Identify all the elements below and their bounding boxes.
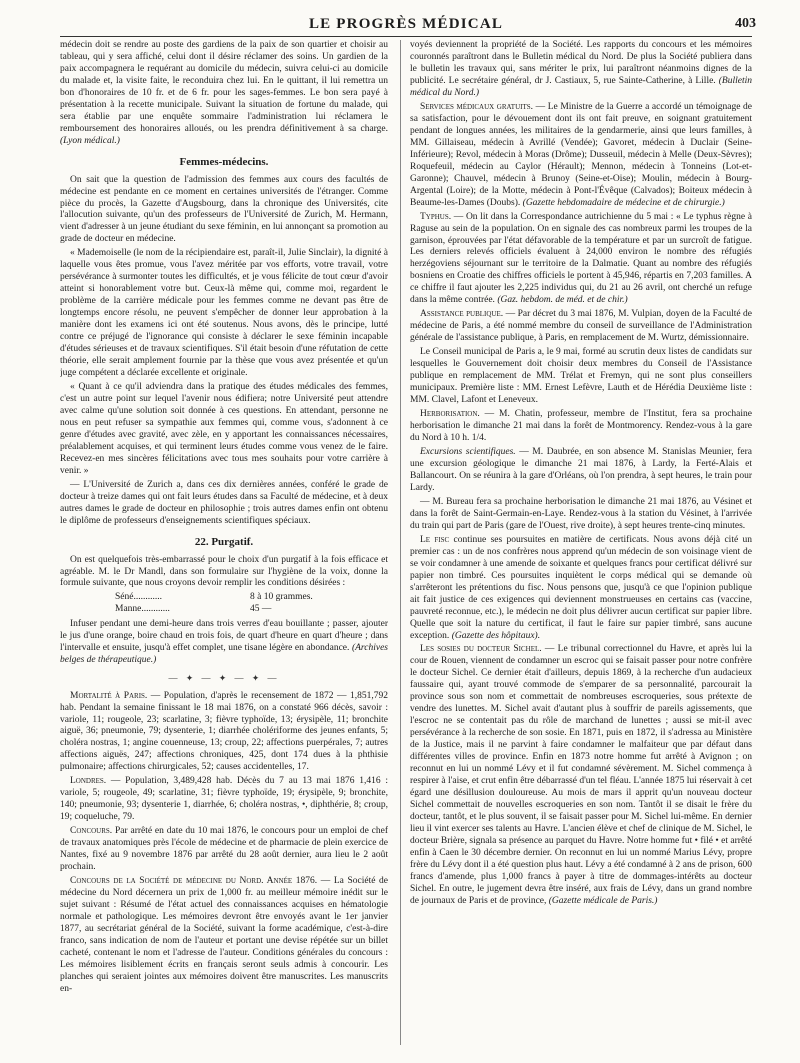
recipe-ingredient: Séné............ xyxy=(115,592,162,603)
paragraph: Le Conseil municipal de Paris a, le 9 mai, formé au scrutin deux listes de candidats sur lesquelles le Gouvernement doit choisir deux membres du Conseil de l'Assistance publique en remplacement de MM. Trélat et Fremyn, qui ne sont plus conseillers municipaux. Première liste : MM. Ernest Lefèvre, Lauth et de Hérédia Deuxième liste : MM. Clavel, Lafont et Leneveux. xyxy=(410,347,752,406)
paragraph-text: — Par décret du 3 mai 1876, M. Vulpian, doyen de la Faculté de médecine de Paris, a été nommé membre du conseil de surveillance de l'Administration générale de l'assistance publique, à Paris, en remplacement de M. Wurtz, démissionnaire. xyxy=(410,309,752,344)
header-rule xyxy=(60,36,752,37)
citation: (Gazette médicale de Paris.) xyxy=(548,895,658,906)
paragraph: — L'Université de Zurich a, dans ces dix dernières années, conféré le grade de docteur à treize dames qui ont fait leurs études dans sa Faculté de médecine, et à deux autres dames le grade de docteur en philosophie ; trois autres dames enfin ont obtenu le diplôme de professeurs d'enseignements scientifiques spéciaux. xyxy=(60,479,388,526)
recipe-row xyxy=(60,604,388,616)
recipe-amount: 45 — xyxy=(250,604,272,615)
page-number: 403 xyxy=(735,16,756,31)
ornamental-divider: — ✦ — ✦ — ✦ — xyxy=(168,673,280,684)
paragraph xyxy=(410,309,752,345)
news-item-lead: Les sosies du docteur Sichel. xyxy=(420,644,542,655)
paragraph xyxy=(410,40,752,100)
news-item-lead: Typhus. xyxy=(420,211,452,222)
paragraph-text: Infuser pendant une demi-heure dans trois verres d'eau bouillante ; passer, ajouter le jus d'une orange, boire chaud en trois fois, de quart d'heure en quart d'heure ; dans l'intervalle et ensuite, jusqu'à effet complet, une tisane légère en abondance. xyxy=(60,619,388,654)
paragraph xyxy=(410,535,752,643)
news-item-lead: Concours de la Société de médecine du Nord. Année 1876. xyxy=(70,876,318,887)
paragraph: — M. Bureau fera sa prochaine herborisation le dimanche 21 mai 1876, au Vésinet et dans la forêt de Saint-Germain-en-Laye. Rendez-vous à la station du Vésinet, à l'arrivée du train qui part de Paris (gare de l'Ouest, rive droite), à sept heures trente-cinq minutes. xyxy=(410,496,752,531)
paragraph xyxy=(410,644,752,907)
paragraph xyxy=(410,212,752,308)
recipe-ingredient: Manne............ xyxy=(115,604,170,615)
section-title-purgatif: 22. Purgatif. xyxy=(194,535,254,548)
recipe-formula xyxy=(60,592,388,616)
paragraph: On est quelquefois très-embarrassé pour le choix d'un purgatif à la fois efficace et agréable. M. le Dr Mandl, dans son formulaire sur l'hygiène de la voix, donne la formule suivante, que nous croyons devoir remplir les conditions désirées : xyxy=(60,554,388,589)
paragraph-text: — Le Ministre de la Guerre a accordé un témoignage de sa satisfaction, pour le dévouement dont ils ont fait preuve, en soignant gratuitement pendant de longues années, les militaires de la gendarmerie, ainsi que leurs familles, à MM. Gillaiseau, médecin à Avrillé (Vendée); Gavoret, médecin à Duclair (Seine-Inférieure); Revol, médecin à Moras (Drôme); Dusseuil, médecin à Melle (Deux-Sèvres); Roquefeuil, médecin au Caylor (Hérault); Mennon, médecin à Tonneins (Lot-et-Garonne); Chauvel, médecin à Brunoy (Seine-et-Oise); Moulin, médecin à Bourg-Argental (Loire); de la Motte, médecin à Pont-l'Évêque (Calvados); Boiteux médecin à Beaume-les-Dames (Doubs). xyxy=(410,101,752,208)
news-item-lead: Mortalité à Paris. xyxy=(70,690,148,701)
citation: (Gaz. hebdom. de méd. et de chir.) xyxy=(497,295,628,306)
citation: (Lyon médical.) xyxy=(60,135,120,146)
paragraph: « Quant à ce qu'il adviendra dans la pratique des études médicales des femmes, c'est un autre point sur lequel l'avenir nous édifiera; notre Université peut attendre avec calme qu'une solution soit donnée à ces questions. En attendant, personne ne nous en peut refuser sa sympathie aux femmes qui, comme vous, s'adonnent à ce genre d'études avec gravité, avec zèle, en y apportant les connaissances nécessaires, préalablement acquises, et qui terminent leurs études comme vous venez de le faire. Recevez-en mes sincères félicitations avec tous mes souhaits pour votre carrière à venir. » xyxy=(60,382,388,476)
paragraph-text: Par arrêté en date du 10 mai 1876, le concours pour un emploi de chef de travaux anatomiques près l'école de médecine et de pharmacie de plein exercice de Nantes, fixé au 9 novembre 1876 par arrêté du 28 août dernier, aura lieu le 2 août prochain. xyxy=(60,826,388,873)
citation: (Bulletin médical du Nord.) xyxy=(410,75,752,98)
paragraph xyxy=(60,40,388,148)
paragraph xyxy=(60,691,388,775)
news-item-lead: Services médicaux gratuits. xyxy=(420,101,534,112)
paragraph-text: — Le tribunal correctionnel du Havre, et après lui la cour de Rouen, viennent de condamner un escroc qui se faisait passer pour notre confrère le docteur Sichel. Ce dernier était d'ailleurs, depuis 1869, à la recherche d'un audacieux faussaire qui, ayant trouvé commode de s'emparer de sa personnalité, parcourait la province sous son nom et commettait de nombreuses escroqueries, sous prétexte de vendre des lunettes. M. Sichel avait d'autant plus à souffrir de pareils agissements, que l'escroc ne se contentait pas du rôle de marchand de lunettes ; aussi se mit-il avec persévérance à la recherche de son sosie. En 1871, puis en 1872, il s'adressa au Ministère de la Justice, mais il ne parvint à faire condamner le malfaiteur que par défaut dans différentes villes de province. Enfin en 1873 notre homme fut arrêté à Avignon ; on reconnut en lui un nommé Lévy et il fut condamné sévèrement. M. Sichel commença à respirer à l'aise, et crut enfin être débarrassé d'un tel fléau. L'année 1875 lui réservait à cet égard une désillusion douloureuse. Au mois de mars il apprit qu'un nouveau docteur Sichel commettait de nouvelles escroqueries en son nom. Tantôt il se disait le frère du docteur, tantôt, et le plus souvent, il se faisait passer pour M. Sichel lui-même. En dernier lieu il vint exercer ses talents au Havre. L'ancien élève et chef de clinique de M. Sichel, le docteur Brière, signala sa présence au parquet du Havre. Notre homme fut • filé • et arrêté enfin à Caen le 30 décembre dernier. On reconnut en lui un nommé Marius Lévy, propre frère du Lévy dont il a été question plus haut. Lévy a été condamné à 2 ans de prison, 600 francs d'amende, plus 1,000 francs à payer à titre de dommages-intérêts au docteur Sichel. En outre, le jugement devra être inséré, aux frais de Lévy, dans un grand nombre de journaux de Paris et de province, xyxy=(410,644,752,906)
paragraph xyxy=(60,776,388,824)
paragraph-text: voyés deviennent la propriété de la Société. Les rapports du concours et les mémoires couronnés paraîtront dans le Bulletin médical du Nord. De plus la Société publiera dans le bulletin les travaux qui, sans mériter le prix, lui paraîtront néanmoins dignes de la publicité. Le secrétaire général, dr J. Castiaux, 5, rue Sainte-Catherine, à Lille. xyxy=(410,40,752,86)
paragraph-text: — Population, d'après le recensement de 1872 — 1,851,792 hab. Pendant la semaine finissant le 18 mai 1876, on a constaté 966 décès, savoir : variole, 11; rougeole, 23; scarlatine, 3; fièvre typhoïde, 13; érysipèle, 11; bronchite aiguë, 36; pneumonie, 79; dysenterie, 1; diarrhée cholériforme des jeunes enfants, 5; choléra nostras, 1; angine couenneuse, 13; croup, 22; affections puerpérales, 7; autres affections aiguës, 247; affections chroniques, 425, dont 174 dues à la phthisie pulmonaire; affections chirurgicales, 52; causes accidentelles, 17. xyxy=(60,690,388,773)
paragraph-text: — M. Chatin, professeur, membre de l'Institut, fera sa prochaine herborisation le dimanche 21 mai dans la forêt de Montmorency. Rendez-vous à la gare du Nord à 10 h. 1/4. xyxy=(410,409,752,443)
paragraph xyxy=(60,619,388,667)
news-item-lead: Concours. xyxy=(70,826,113,837)
paragraph: « Mademoiselle (le nom de la récipiendaire est, paraît-il, Julie Sinclair), la dignité à laquelle vous êtes promue, vous l'avez méritée par vos efforts, votre travail, votre persévérance à surmonter toutes les difficultés, et je vous félicite de tout cœur d'avoir atteint si honorablement votre but. Ceux-là même qui, comme moi, regardent le problème de la carrière médicale pour les femmes comme ne devant pas être de longtemps encore résolu, ne peuvent s'empêcher de donner leur approbation à la manière dont les examens ici ont été soutenus. Nous avons, dès le principe, lutté contre ce préjugé de l'ignorance qui consiste à déclarer le sexe féminin incapable d'études sérieuses et de travaux scientifiques. S'il était besoin d'une réfutation de cette théorie, elle serait amplement fournie par la thèse que vous avez présentée et qu'un juge compétent a déclarée excellente et originale. xyxy=(60,248,388,379)
left-column xyxy=(60,40,388,1050)
column-divider xyxy=(400,40,401,1045)
paragraph-text: — On lit dans la Correspondance autrichienne du 5 mai : « Le typhus règne à Raguse au sein de la population. On en signale des cas nombreux parmi les troupes de la garnison, éprouvées par l'état défavorable de la température et par un surcroît de fatigue. Les derniers relevés officiels évaluent à 24,000 environ le nombre des réfugiés herzégoviens séjournant sur le territoire de la Dalmatie. Quant au nombre des réfugiés bosniens en Croatie des chiffres officiels le portent à 45,946, répartis en 7,203 familles. A ce chiffre il faut ajouter les 2,225 individus qui, du 21 au 26 avril, ont cherché un refuge dans la même contrée. xyxy=(410,211,752,306)
section-title-femmes-medecins: Femmes-médecins. xyxy=(179,155,269,168)
news-item-lead: Le fisc xyxy=(420,534,450,545)
right-column xyxy=(410,40,752,1050)
citation: (Archives belges de thérapeutique.) xyxy=(60,643,388,666)
paragraph-text: médecin doit se rendre au poste des gardiens de la paix de son quartier et choisir au tableau, qui y sera affiché, celui dont il désire réclamer des soins. Un gardien de la paix accompagnera le requérant au domicile du médecin, suivra celui-ci au domicile du malade et, la visite faite, le reconduira chez lui. En le quittant, il lui remettra un bon d'honoraires de 10 fr. et de 6 fr. pour les sages-femmes. Le bon sera payé à présentation à la recette municipale. Suivant la situation de fortune du malade, qui sera établie par une enquête sommaire l'administration lui réclamera le remboursement des honoraires alloués, ou les prendra définitivement à sa charge. xyxy=(60,40,388,134)
journal-title: LE PROGRÈS MÉDICAL xyxy=(308,16,504,32)
news-item-lead: Excursions scientifiques. xyxy=(420,446,516,457)
citation: (Gazette des hôpitaux). xyxy=(451,630,541,641)
paragraph xyxy=(410,102,752,210)
paragraph xyxy=(410,409,752,445)
paragraph xyxy=(60,876,388,996)
news-item-lead: Londres. xyxy=(70,776,107,787)
paragraph-text: — M. Daubrée, en son absence M. Stanislas Meunier, fera une excursion géologique le dimanche 21 mai 1876, à Lardy, la Ferté-Alais et Ballancourt. On se réunira à la gare d'Orléans, où l'on prendra, à sept heures, le train pour Lardy. xyxy=(410,446,752,493)
recipe-row xyxy=(60,592,388,604)
paragraph-text: — Population, 3,489,428 hab. Décès du 7 au 13 mai 1876 1,416 : variole, 5; rougeole, 49; scarlatine, 31; fièvre typhoïde, 19; érysipèle, 9; bronchite, 140; pneumonie, 93; dysenterie 1, diarrhée, 6; choléra nostras, •, diphthérie, 8; croup, 19; coqueluche, 79. xyxy=(60,776,388,823)
paragraph-text: — La Société de médecine du Nord décernera un prix de 1,000 fr. au meilleur mémoire inédit sur le sujet suivant : Résumé de l'état actuel des connaissances acquises en hématologie normale et pathologique. Les mémoires devront être envoyés avant le 1er janvier 1877, au secrétariat général de la Société, suivant la forme académique, c'est-à-dire franco, sans indication de nom de l'auteur et portant une devise répétée sur un billet cacheté, contenant le nom et l'adresse de l'auteur. Conditions générales du concours : Les mémoires lisiblement écrits en français seront seuls admis à concourir. Les planches qui seraient jointes aux mémoires doivent être manuscrites. Les manuscrits en- xyxy=(60,876,388,994)
running-head xyxy=(60,14,756,36)
news-item-lead: Herborisation. xyxy=(420,409,480,420)
paragraph: On sait que la question de l'admission des femmes aux cours des facultés de médecine est pendante en ce moment en certaines universités de l'étranger. Comme pièce du procès, la Gazette d'Augsbourg, dans la chronique des Universités, cite l'allocution suivante, qu'un des professeurs de l'Université de Zurich, M. Hermann, vient d'adresser à un jeune étudiant du sexe féminin, en lui annonçant sa promotion au grade de docteur en médecine. xyxy=(60,174,388,245)
paragraph xyxy=(60,826,388,874)
paragraph xyxy=(410,447,752,495)
recipe-amount: 8 à 10 grammes. xyxy=(250,592,313,603)
citation: (Gazette hebdomadaire de médecine et de chirurgie.) xyxy=(522,197,725,208)
news-item-lead: Assistance publique. xyxy=(420,309,504,320)
paragraph-text: continue ses poursuites en matière de certificats. Nous avons déjà cité un premier cas : un de nos confrères nous apprend qu'un médecin de son voisinage vient de se voir condamner à une amende de soixante et quelques francs pour certificat délivré sur papier non timbré. Ces poursuites inquiètent le corps médical qui se demande où s'arrêteront les prétentions du fisc. Nous pensons que, jusqu'à ce que l'opinion publique ait fait justice de ces exigences qui deviennent monstrueuses en certains cas (vaccine, pauvreté reconnue, etc.), le médecin ne doit plus délivrer aucun certificat sur papier libre. Quelle que soit la nature du certificat, il faut le faire sur papier timbré, sans aucune exception. xyxy=(410,534,752,641)
